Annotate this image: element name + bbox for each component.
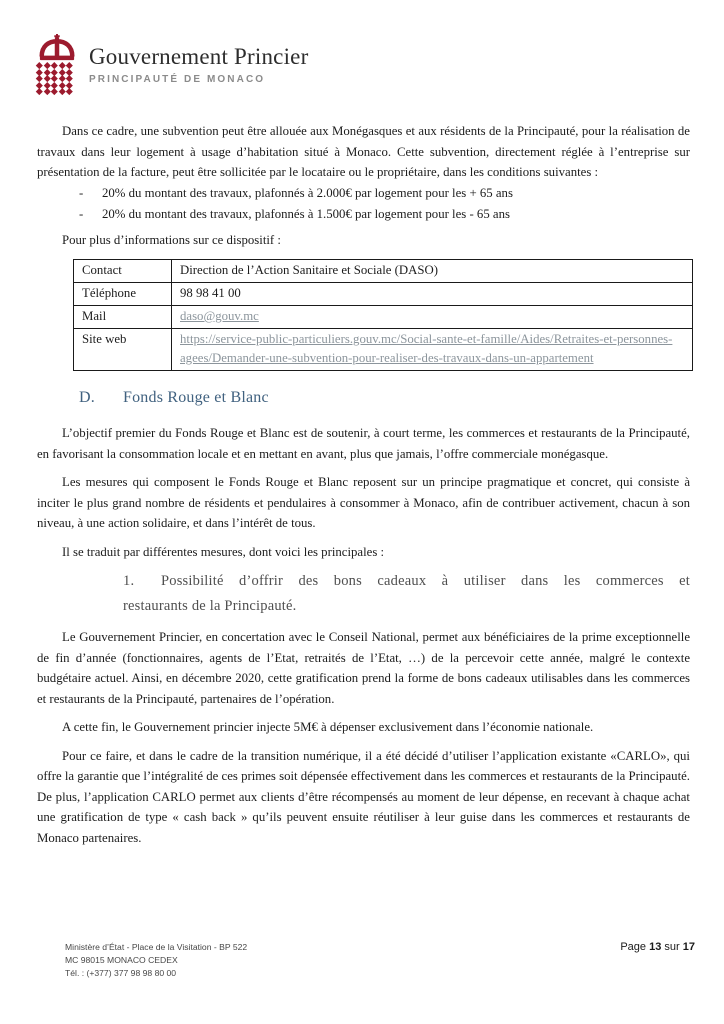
page-indicator — [620, 941, 695, 953]
section-title: Fonds Rouge et Blanc — [123, 389, 269, 406]
paragraph-carlo: Pour ce faire, et dans le cadre de la transition numérique, il a été décidé d’utiliser l’application existante «CARLO», qui offre la garantie que l’intégralité de ces primes soit dépensée effectivement dans les commerces et restaurants de la Principauté. De plus, l’application CARLO permet aux clients d’être récompensés au moment de leur dépense, en recevant à chaque achat une gratification de type « cash back » qu’ils peuvent ensuite réutiliser à leur guise dans les commerces et restaurants de Monaco partenaires. — [37, 748, 690, 845]
list-item — [79, 183, 690, 204]
paragraph-gouvernement: Le Gouvernement Princier, en concertation avec le Conseil National, permet aux bénéficiaires de la prime exceptionnelle de fin d’année (fonctionnaires, agents de l’Etat, retraités de l’Etat, …) de la percevoir cette année, malgré le contexte budgétaire actuel. Ainsi, en décembre 2020, cette gratification prend la forme de bons cadeaux utilisables dans les commerces et restaurants de la Principauté, partenaires de l’opération. — [37, 630, 690, 706]
table-cell-label: Contact — [74, 260, 172, 283]
brand-text — [89, 34, 308, 85]
footer-address — [65, 941, 247, 980]
mail-link[interactable]: daso@gouv.mc — [180, 309, 259, 323]
page-separator: sur — [664, 941, 680, 953]
paragraph-objectif: L’objectif premier du Fonds Rouge et Blanc est de soutenir, à court terme, les commerces et restaurants de la Principauté, en favorisant la consommation locale et en mettant en avant, plus que jamais, l’offre commerciale monégasque. — [37, 426, 690, 461]
page-current: 13 — [649, 941, 662, 953]
paragraph-info-intro: Pour plus d’informations sur ce dispositif : — [62, 232, 281, 247]
table-cell-value: Direction de l’Action Sanitaire et Sociale (DASO) — [172, 260, 693, 283]
bullet-text: 20% du montant des travaux, plafonnés à 2.000€ par logement pour les + 65 ans — [102, 185, 513, 200]
section-heading-d — [79, 389, 690, 407]
footer-address-line: MC 98015 MONACO CEDEX — [65, 955, 178, 965]
tagline: PRINCIPAUTÉ DE MONACO — [89, 74, 266, 85]
paragraph-mesures: Les mesures qui composent le Fonds Rouge et Blanc reposent sur un principe pragmatique et concret, qui consiste à inciter le plus grand nombre de résidents et pendulaires à consommer à Monaco, afin de contribuer activement, chacun à son niveau, à une action solidaire, et dans l’intérêt de tous. — [37, 475, 690, 530]
subsection-heading-1 — [123, 569, 690, 619]
bullet-list — [79, 183, 690, 225]
footer-address-line: Tél. : (+377) 377 98 98 80 00 — [65, 968, 177, 978]
bullet-dash: - — [79, 185, 84, 200]
table-cell-label: Téléphone — [74, 283, 172, 306]
table-cell-value — [172, 329, 693, 371]
website-link[interactable]: https://service-public-particuliers.gouv.mc/Social-sante-et-famille/Aides/Retraites-et-personnes-agees/Demander-une-subvention-pour-realiser-des-travaux-dans-un-appartement — [180, 332, 673, 365]
subsection-title-line1: Possibilité d’offrir des bons cadeaux à utiliser dans les commerces et — [161, 573, 690, 589]
table-cell-value — [172, 306, 693, 329]
wordmark: Gouvernement Princier — [89, 44, 309, 69]
table-row — [74, 260, 693, 283]
footer-address-line: Ministère d’État - Place de la Visitation - BP 522 — [65, 942, 248, 952]
contact-table — [73, 259, 693, 371]
section-number: D. — [79, 389, 95, 406]
bullet-dash: - — [79, 206, 84, 221]
table-row — [74, 329, 693, 371]
table-row — [74, 283, 693, 306]
page-label: Page — [620, 941, 647, 953]
list-item — [79, 204, 690, 225]
paragraph-intro: Dans ce cadre, une subvention peut être allouée aux Monégasques et aux résidents de la Principauté, pour la réalisation de travaux dans leur logement à usage d’habitation situé à Monaco. Cette subvention, directement réglée à l’entreprise sur présentation de la facture, peut être sollicitée par le locataire ou le propriétaire, dans les conditions suivantes : — [37, 124, 690, 179]
diamond-grid-icon — [37, 63, 75, 95]
bullet-text: 20% du montant des travaux, plafonnés à 1.500€ par logement pour les - 65 ans — [102, 206, 510, 221]
table-cell-label: Mail — [74, 306, 172, 329]
table-cell-label: Site web — [74, 329, 172, 371]
government-logo — [37, 34, 79, 95]
subsection-number: 1. — [123, 573, 135, 589]
document-body — [0, 121, 724, 848]
paragraph-traduit: Il se traduit par différentes mesures, dont voici les principales : — [62, 544, 385, 559]
table-cell-value: 98 98 41 00 — [172, 283, 693, 306]
crown-icon — [37, 34, 77, 61]
paragraph-cettefin: A cette fin, le Gouvernement princier injecte 5M€ à dépenser exclusivement dans l’économie nationale. — [62, 720, 594, 734]
table-row — [74, 306, 693, 329]
subsection-line1 — [123, 569, 690, 594]
header — [0, 0, 724, 95]
subsection-title-line2: restaurants de la Principauté. — [123, 598, 297, 614]
page-total: 17 — [682, 941, 695, 953]
